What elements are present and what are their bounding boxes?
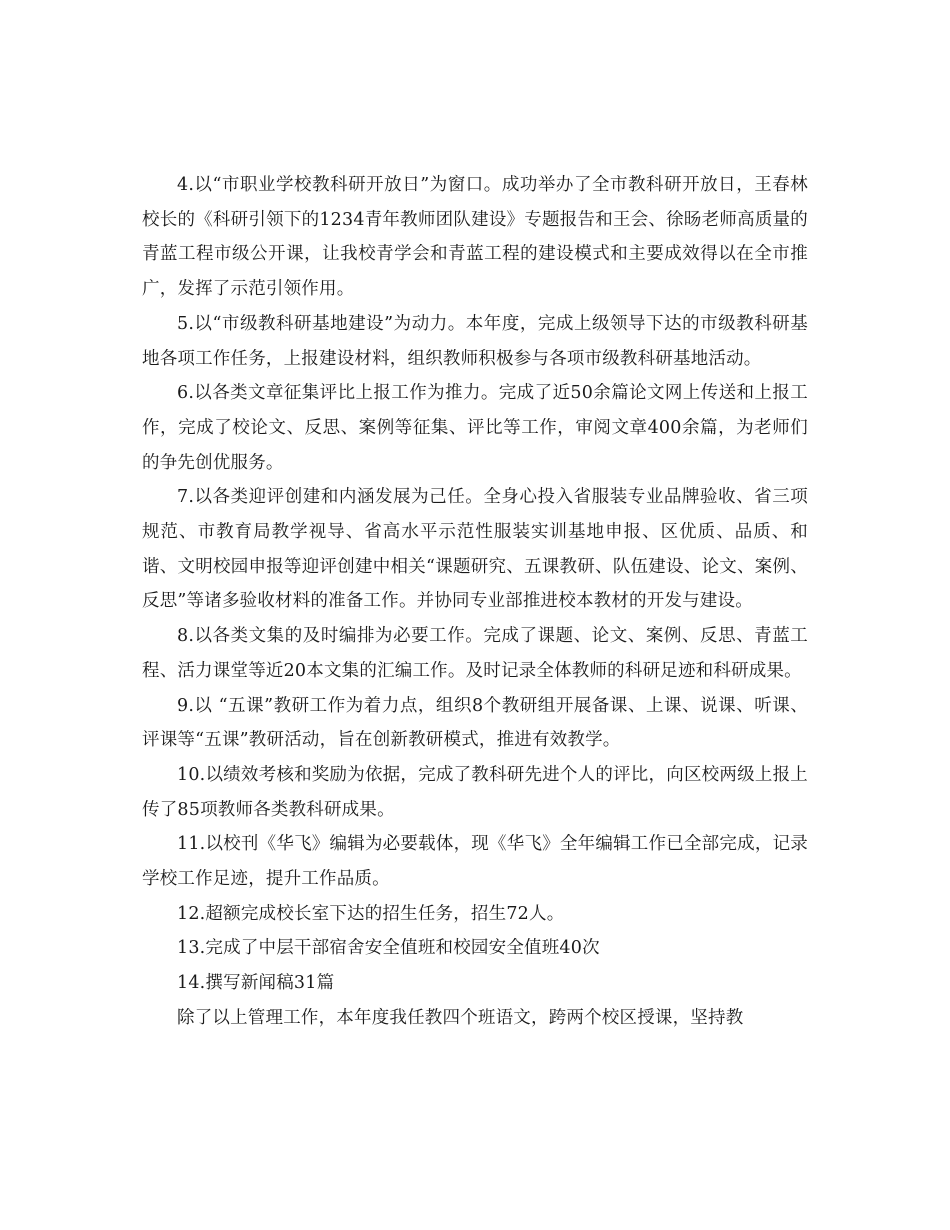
paragraph-item-14: 14.撰写新闻稿31篇 bbox=[177, 973, 335, 994]
paragraph-item-13: 13.完成了中层干部宿舍安全值班和校园安全值班40次 bbox=[177, 938, 600, 959]
document-body bbox=[142, 168, 808, 1036]
paragraph-item-5: 5.以“市级教科研基地建设”为动力。本年度，完成上级领导下达的市级教科研基地各项工作任务，上报建设材料，组织教师积极参与各项市级教科研基地活动。 bbox=[142, 313, 808, 369]
paragraph-item-10: 10.以绩效考核和奖励为依据，完成了教科研先进个人的评比，向区校两级上报上传了85项教师各类教科研成果。 bbox=[142, 764, 808, 820]
paragraph-item-11: 11.以校刊《华飞》编辑为必要载体，现《华飞》全年编辑工作已全部完成，记录学校工作足迹，提升工作品质。 bbox=[142, 834, 808, 890]
paragraph-continuation: 除了以上管理工作，本年度我任教四个班语文，跨两个校区授课，坚持教 bbox=[177, 1007, 744, 1028]
paragraph-item-9: 9.以 “五课”教研工作为着力点，组织8个教研组开展备课、上课、说课、听课、评课等“五课”教研活动，旨在创新教研模式，推进有效教学。 bbox=[142, 695, 808, 751]
paragraph-item-4: 4.以“市职业学校教科研开放日”为窗口。成功举办了全市教科研开放日，王春林校长的《科研引领下的1234青年教师团队建设》专题报告和王会、徐旸老师高质量的青蓝工程市级公开课，让我校青学会和青蓝工程的建设模式和主要成效得以在全市推广，发挥了示范引领作用。 bbox=[142, 175, 808, 300]
paragraph-item-6: 6.以各类文章征集评比上报工作为推力。完成了近50余篇论文网上传送和上报工作，完成了校论文、反思、案例等征集、评比等工作，审阅文章400余篇，为老师们的争先创优服务。 bbox=[142, 383, 808, 473]
paragraph-item-8: 8.以各类文集的及时编排为必要工作。完成了课题、论文、案例、反思、青蓝工程、活力课堂等近20本文集的汇编工作。及时记录全体教师的科研足迹和科研成果。 bbox=[142, 626, 808, 681]
paragraph-item-12: 12.超额完成校长室下达的招生任务，招生72人。 bbox=[177, 903, 565, 924]
paragraph-item-7: 7.以各类迎评创建和内涵发展为己任。全身心投入省服装专业品牌验收、省三项规范、市教育局教学视导、省高水平示范性服装实训基地申报、区优质、品质、和谐、文明校园申报等迎评创建中相关“课题研究、五课教研、队伍建设、论文、案例、反思”等诸多验收材料的准备工作。并协同专业部推进校本教材的开发与建设。 bbox=[142, 487, 808, 612]
